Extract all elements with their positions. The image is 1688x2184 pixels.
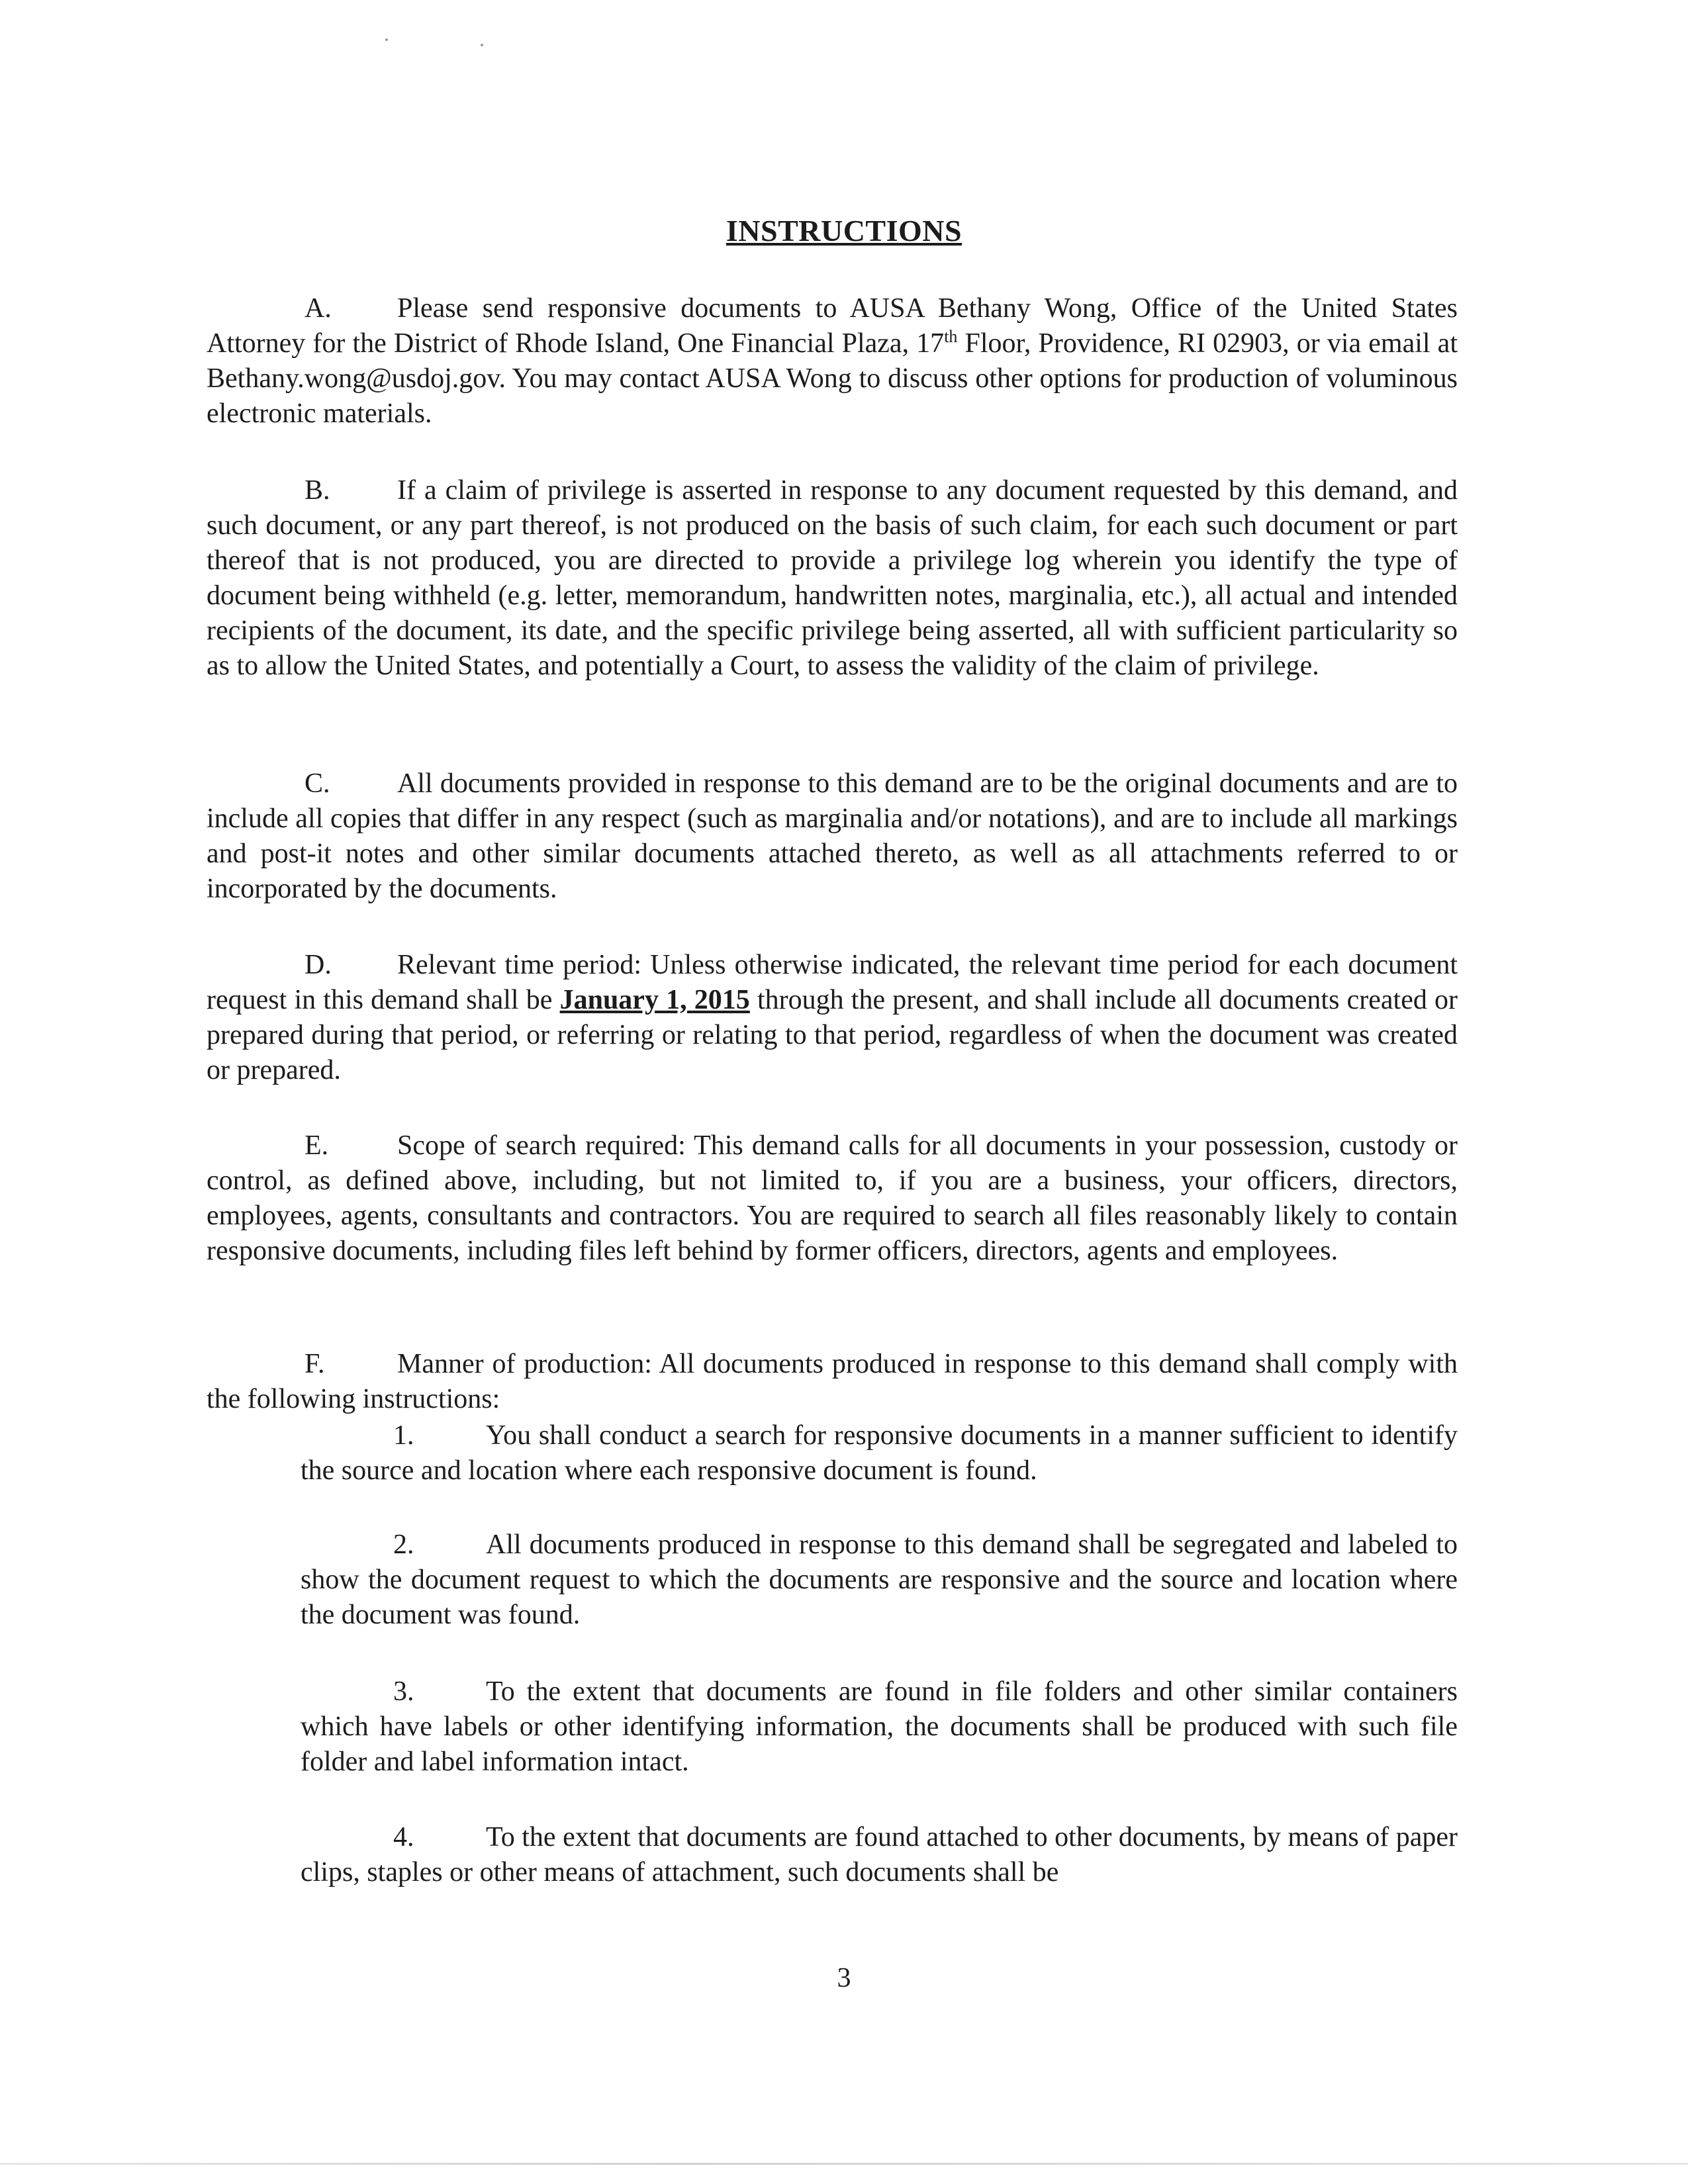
paragraph-letter: D. xyxy=(305,950,332,980)
highlighted-date: January 1, 2015 xyxy=(559,985,750,1015)
page-number: 3 xyxy=(837,1963,851,1993)
paragraph-b xyxy=(207,473,1458,684)
paragraph-text: If a claim of privilege is asserted in response to any document requested by this demand, and such document, or any part thereof, is not produced on the basis of such claim, for each such document or part thereof that is not produced, you are directed to provide a privilege log wherein you identify the type of document being withheld (e.g. letter, memorandum, handwritten notes, marginalia, etc.), all actual and intended recipients of the document, its date, and the specific privilege being asserted, all with sufficient particularity so as to allow the United States, and potentially a Court, to assess the validity of the claim of privilege. xyxy=(207,475,1458,681)
paragraph-c xyxy=(207,766,1458,907)
paragraph-e xyxy=(207,1128,1458,1269)
paragraph-letter: E. xyxy=(305,1130,329,1161)
paragraph-f xyxy=(207,1347,1458,1417)
paragraph-a xyxy=(207,291,1458,432)
paragraph-text: Relevant time period: Unless otherwise indicated, the relevant time period for each document request in this demand shall be xyxy=(207,950,1458,1015)
sub-item-3 xyxy=(207,1674,1458,1780)
paragraph-letter: A. xyxy=(305,293,332,324)
scan-edge-line xyxy=(0,2163,1688,2165)
sub-item-number: 1. xyxy=(393,1420,414,1451)
paragraph-text: Scope of search required: This demand calls for all documents in your possession, custody or control, as defined above, including, but not limited to, if you are a business, your officers, directors, employees, agents, consultants and contractors. You are required to search all files reasonably likely to contain responsive documents, including files left behind by former officers, directors, agents and employees. xyxy=(207,1130,1458,1266)
sub-item-number: 2. xyxy=(393,1529,414,1560)
sub-item-text: All documents produced in response to this demand shall be segregated and labeled to show the document request to which the documents are responsive and the source and location where the document was found. xyxy=(301,1529,1458,1630)
paragraph-d xyxy=(207,948,1458,1088)
sub-item-text: To the extent that documents are found attached to other documents, by means of paper clips, staples or other means of attachment, such documents shall be xyxy=(301,1822,1458,1888)
sub-item-number: 4. xyxy=(393,1822,414,1852)
paragraph-text: through the present, and shall include all documents created or prepared during that period, or referring or relating to that period, regardless of when the document was created or prepared. xyxy=(207,985,1458,1085)
paragraph-text: Floor, Providence, RI 02903, or via email at Bethany.wong@usdoj.gov. You may contact AUSA Wong to discuss other options for production of voluminous electronic materials. xyxy=(207,328,1458,429)
paragraph-letter: B. xyxy=(305,475,330,506)
scan-speck xyxy=(385,38,388,41)
paragraph-letter: C. xyxy=(305,768,330,799)
paragraph-text: Please send responsive documents to AUSA Bethany Wong, Office of the United States Attorney for the District of Rhode Island, One Financial Plaza, 17 xyxy=(207,293,1458,359)
paragraph-text: All documents provided in response to this demand are to be the original documents and are to include all copies that differ in any respect (such as marginalia and/or notations), and are to include all markings and post-it notes and other similar documents attached thereto, as well as all attachments referred to or incorporated by the documents. xyxy=(207,768,1458,904)
sub-item-number: 3. xyxy=(393,1676,414,1707)
ordinal-suffix: th xyxy=(944,327,958,346)
sub-item-text: You shall conduct a search for responsive documents in a manner sufficient to identify the source and location where each responsive document is found. xyxy=(301,1420,1458,1486)
scan-speck xyxy=(481,44,483,46)
sub-item-text: To the extent that documents are found in file folders and other similar containers which have labels or other identifying information, the documents shall be produced with such file folder and label information intact. xyxy=(301,1676,1458,1777)
page-title: INSTRUCTIONS xyxy=(726,214,962,248)
sub-item-4 xyxy=(207,1820,1458,1890)
paragraph-letter: F. xyxy=(305,1349,325,1379)
sub-item-2 xyxy=(207,1527,1458,1633)
paragraph-text: Manner of production: All documents produced in response to this demand shall comply with the following instructions: xyxy=(207,1349,1458,1414)
sub-item-1 xyxy=(207,1418,1458,1488)
